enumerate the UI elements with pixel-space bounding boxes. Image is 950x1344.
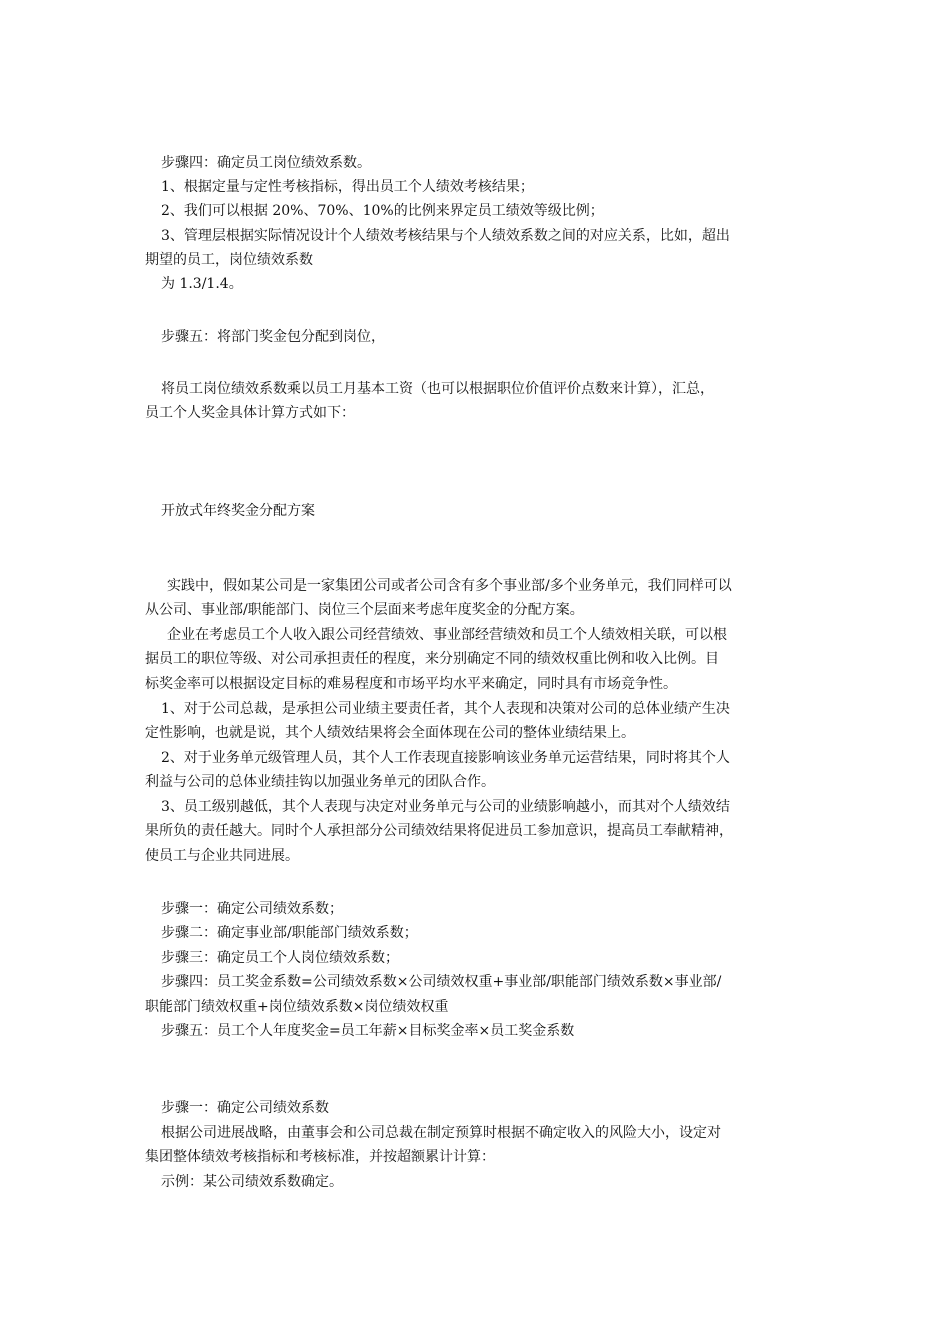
list-item: 1、根据定量与定性考核指标，得出员工个人绩效考核结果； bbox=[161, 179, 534, 195]
step-item: 步骤一：确定公司绩效系数； bbox=[161, 901, 343, 917]
paragraph-continued: 集团整体绩效考核指标和考核标准，并按超额累计计算： bbox=[145, 1149, 495, 1165]
paragraph-continued: 从公司、事业部/职能部门、岗位三个层面来考虑年度奖金的分配方案。 bbox=[145, 602, 584, 618]
list-item-continued: 定性影响，也就是说，其个人绩效结果将会全面体现在公司的整体业绩结果上。 bbox=[145, 725, 635, 741]
step-item: 步骤四：员工奖金系数=公司绩效系数×公司绩效权重+事业部/职能部门绩效系数×事业部/ bbox=[161, 974, 722, 990]
step-item-continued: 职能部门绩效权重+岗位绩效系数×岗位绩效权重 bbox=[145, 999, 449, 1015]
list-item: 3、员工级别越低，其个人表现与决定对业务单元与公司的业绩影响越小，而其对个人绩效结 bbox=[161, 799, 730, 815]
step-item: 步骤二：确定事业部/职能部门绩效系数； bbox=[161, 925, 418, 941]
step5-title: 步骤五：将部门奖金包分配到岗位， bbox=[161, 329, 385, 345]
section-heading: 开放式年终奖金分配方案 bbox=[161, 503, 315, 519]
step-item: 步骤三：确定员工个人岗位绩效系数； bbox=[161, 950, 399, 966]
example-line: 示例：某公司绩效系数确定。 bbox=[161, 1174, 343, 1190]
list-item-continued: 期望的员工，岗位绩效系数 bbox=[145, 252, 313, 268]
step-item: 步骤五：员工个人年度奖金=员工年薪×目标奖金率×员工奖金系数 bbox=[161, 1023, 575, 1039]
paragraph-continued: 标奖金率可以根据设定目标的难易程度和市场平均水平来确定，同时具有市场竞争性。 bbox=[145, 676, 677, 692]
list-item: 2、对于业务单元级管理人员，其个人工作表现直接影响该业务单元运营结果，同时将其个人 bbox=[161, 750, 730, 766]
list-item: 2、我们可以根据 20%、70%、10%的比例来界定员工绩效等级比例； bbox=[161, 203, 604, 219]
paragraph: 将员工岗位绩效系数乘以员工月基本工资（也可以根据职位价值评价点数来计算），汇总， bbox=[161, 381, 714, 397]
list-item-continued: 果所负的责任越大。同时个人承担部分公司绩效结果将促进员工参加意识，提高员工奉献精神， bbox=[145, 823, 733, 839]
paragraph: 实践中，假如某公司是一家集团公司或者公司含有多个事业部/多个业务单元，我们同样可以 bbox=[167, 578, 732, 594]
list-item: 1、对于公司总裁，是承担公司业绩主要责任者，其个人表现和决策对公司的总体业绩产生决 bbox=[161, 701, 730, 717]
paragraph-continued: 据员工的职位等级、对公司承担责任的程度，来分别确定不同的绩效权重比例和收入比例。目 bbox=[145, 651, 719, 667]
paragraph-continued: 员工个人奖金具体计算方式如下： bbox=[145, 405, 355, 421]
step1-title: 步骤一：确定公司绩效系数 bbox=[161, 1100, 329, 1116]
list-item-continued: 利益与公司的总体业绩挂钩以加强业务单元的团队合作。 bbox=[145, 774, 495, 790]
paragraph: 企业在考虑员工个人收入跟公司经营绩效、事业部经营绩效和员工个人绩效相关联，可以根 bbox=[167, 627, 727, 643]
list-item: 3、管理层根据实际情况设计个人绩效考核结果与个人绩效系数之间的对应关系，比如，超出 bbox=[161, 228, 730, 244]
list-item-continued: 为 1.3/1.4。 bbox=[161, 276, 243, 292]
paragraph: 根据公司进展战略，由董事会和公司总裁在制定预算时根据不确定收入的风险大小，设定对 bbox=[161, 1125, 721, 1141]
step4-title: 步骤四：确定员工岗位绩效系数。 bbox=[161, 155, 371, 171]
list-item-continued: 使员工与企业共同进展。 bbox=[145, 848, 299, 864]
